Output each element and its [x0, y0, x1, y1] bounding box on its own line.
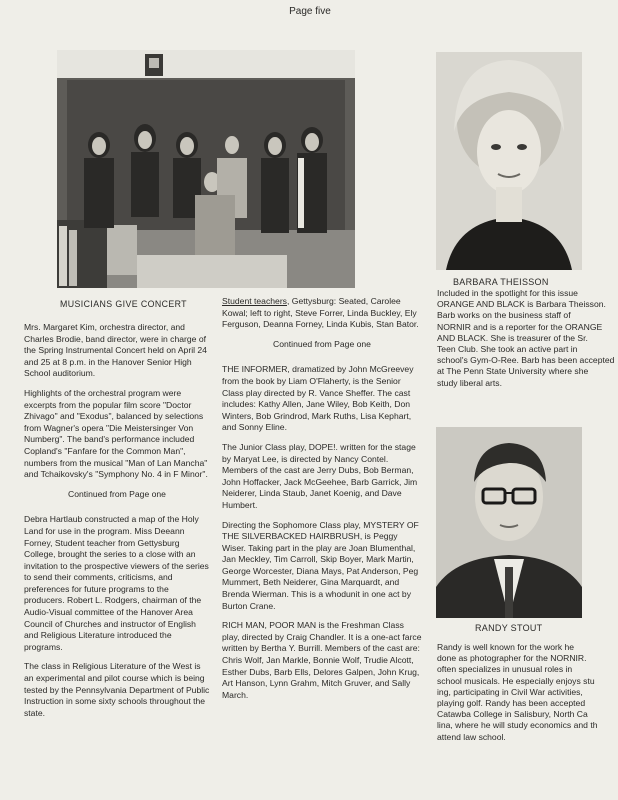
middle-column	[222, 296, 422, 709]
randy-caption: RANDY STOUT	[475, 623, 543, 633]
religion-paragraph-1: Debra Hartlaub constructed a map of the Holy Land for use in the program. Miss Deeann Forney, Student teacher from Gettysburg College, brought the series to a close with an invitation to the prospective viewers of the series to send their comments, criticisms, and preferences for future programs to the producers. Robert L. Rodgers, chairman of the Audio-Visual committee of the Hanover Area Council of Churches and instructor of English and Religious Literature introduced the programs.	[24, 514, 209, 652]
randy-portrait	[436, 427, 582, 618]
concert-paragraph-1: Mrs. Margaret Kim, orchestra director, and Charles Brodie, band director, were in charge of the Spring Instrumental Concert held on April 24 and 25 at 8 p.m. in the Hanover Senior High School auditorium.	[24, 322, 207, 379]
concert-paragraph-2: Highlights of the orchestral program were excerpts from the popular film score "Doctor Zhivago" and "Exodus", balanced by selections from Wagner's opera "Die Meistersinger Von Numberg". The band's performance included Copland's "Fanfare for the Common Man", numbers from the musical "Man of Lan Mancha" and Tchaikovsky's "Symphony No. 4 in F Minor".	[24, 387, 208, 480]
bio-line: study liberal arts.	[437, 377, 502, 388]
bio-line: Barb works on the business staff of	[437, 310, 571, 321]
barbara-portrait	[436, 52, 582, 270]
bio-line: Included in the spotlight for this issue	[437, 288, 578, 298]
bio-line: school's Gym-O-Ree. Barb has been accepted	[437, 355, 615, 366]
senior-play-paragraph: THE INFORMER, dramatized by John McGreevey from the book by Liam O'Flaherty, is the Senior Class play directed by R. Vance Sheffer. The cast includes: Kathy Allen, Jane Wiley, Bob Keith, Don Winters, Bob Grindrod, Mark Ruths, Lisa Kephart, and Sonny Eline.	[222, 364, 414, 433]
bio-line: AND BLACK. She is treasurer of the Sr.	[437, 332, 588, 343]
bio-line: school musicals. He especially enjoys stu	[437, 675, 595, 686]
bio-line: ORANGE AND BLACK is Barbara Theisson.	[437, 299, 606, 310]
junior-play-paragraph: The Junior Class play, DOPE!. written for the stage by Maryat Lee, is directed by Nancy Contel. Members of the cast are Jerry Dubs, Bob Berman, John Hoffacker, Jack McGeehee, Barb Garrick, Jim Neiderer, Linda Staub, Janet Koenig, and Dave Humbert.	[222, 441, 418, 510]
barbara-bio	[437, 288, 615, 389]
bio-line: done as photographer for the NORNIR.	[437, 653, 587, 664]
bio-line: Catawba College in Salisbury, North Ca	[437, 709, 588, 720]
bio-line: NORNIR and is a reporter for the ORANGE	[437, 321, 603, 332]
bio-line: lina, where he will study economics and th	[437, 720, 598, 731]
group-photo	[57, 50, 355, 288]
headline: MUSICIANS GIVE CONCERT	[60, 299, 187, 309]
bio-line: playing golf. Randy has been accepted	[437, 697, 586, 708]
bio-line: Teen Club. She took an active part in	[437, 343, 578, 354]
bio-line: attend law school.	[437, 731, 506, 742]
photo-caption-rest: , Gettysburg: Seated, Carolee Kowal; left to right, Steve Forrer, Linda Buckley, Ely Ferguson, Deanna Forney, Linda Kubis, Stan Bator.	[222, 296, 419, 330]
freshman-play-paragraph: RICH MAN, POOR MAN is the Freshman Class play, directed by Craig Chandler. It is a one-act farce written by Bertha Y. Burrill. Members of the cast are: Chris Wolf, Jan Markle, Bonnie Wolf, Trudie Alcott, Esther Dubs, Barb Ells, Delores Galpen, John Krug, Art Hanson, Lynn Grahm, Mitch Gruver, and Sally March.	[222, 620, 422, 700]
religion-paragraph-2: The class in Religious Literature of the West is an experimental and pilot course which is being tested by the Pennsylvania Department of Public Instruction in some sixty schools throughout the state.	[24, 661, 210, 718]
bio-line: often specializes in unusual roles in	[437, 664, 573, 675]
randy-bio	[437, 642, 598, 743]
bio-line: ing, participating in Civil War activities,	[437, 686, 583, 697]
barbara-caption: BARBARA THEISSON	[453, 277, 549, 287]
page-number: Page five	[289, 6, 331, 17]
bio-line: at The Penn State University where she	[437, 366, 589, 377]
sophomore-play-paragraph: Directing the Sophomore Class play, MYSTERY OF THE SILVERBACKED HAIRBRUSH, is Peggy Wiser. Taking part in the play are Joan Blumenthal, Jan Meckley, Tim Carroll, Skip Boyer, Mark Martin, George Worcester, Diana Mays, Pat Anderson, Peg Mummert, Beth Neiderer, Gina Marquardt, and Brenda Wierman. This is a whodunit in one act by Burton Crane.	[222, 519, 419, 611]
bio-line: Randy is well known for the work he	[437, 642, 575, 652]
left-column	[24, 322, 210, 727]
continued-label: Continued from Page one	[273, 338, 371, 349]
photo-caption	[222, 296, 422, 331]
continued-label: Continued from Page one	[68, 488, 166, 499]
photo-caption-lead: Student teachers	[222, 296, 287, 306]
